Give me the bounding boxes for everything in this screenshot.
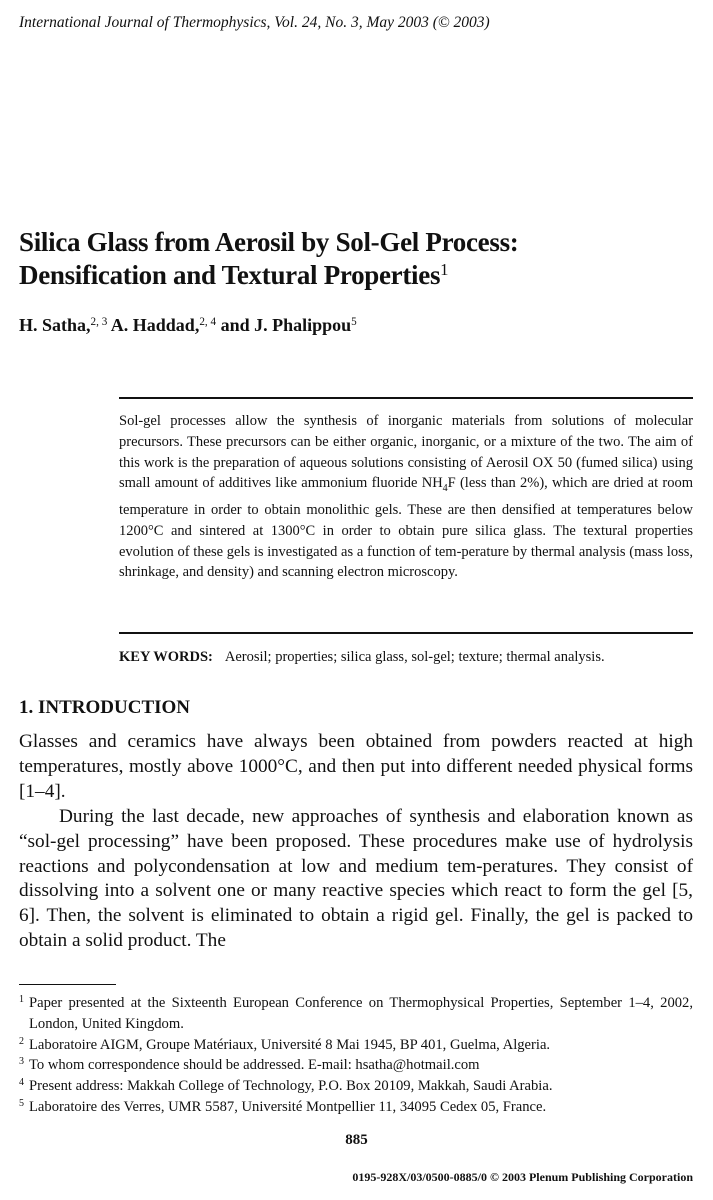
title-footnote-mark: 1 bbox=[440, 259, 449, 279]
footnote-separator bbox=[19, 984, 116, 985]
author-name: and J. Phalippou bbox=[220, 315, 352, 335]
footnote-text: Present address: Makkah College of Technology, P.O. Box 20109, Makkah, Saudi Arabia. bbox=[29, 1078, 553, 1095]
body-text bbox=[19, 730, 693, 954]
abstract-text-part-2: F (less than 2%), which are dried at room temperature in order to obtain monolithic gels. These are then densified at temperatures below 1200°C and sintered at 1300°C in order to obtain pure silica glass. The textural properties evolution of these gels is investigated as a function of tem-perature by thermal analysis (mass loss, shrinkage, and density) and scanning electron microscopy. bbox=[119, 475, 693, 581]
footnote-number: 4 bbox=[19, 1077, 24, 1089]
body-paragraph: Glasses and ceramics have always been obtained from powders reacted at high temperatures, mostly above 1000°C, and then put into different needed physical forms [1–4]. bbox=[19, 731, 693, 802]
footnotes bbox=[19, 993, 693, 1118]
title-line-2: Densification and Textural Properties bbox=[19, 260, 441, 290]
footnote-number: 5 bbox=[19, 1097, 24, 1109]
footnote-text: Laboratoire AIGM, Groupe Matériaux, Université 8 Mai 1945, BP 401, Guelma, Algeria. bbox=[29, 1036, 551, 1053]
footnote-text: Laboratoire des Verres, UMR 5587, Université Montpellier 11, 34095 Cedex 05, France. bbox=[29, 1098, 547, 1115]
keywords-text: Aerosil; properties; silica glass, sol-gel; texture; thermal analysis. bbox=[224, 649, 605, 665]
keywords-label: KEY WORDS: bbox=[119, 649, 213, 665]
page-number: 885 bbox=[345, 1132, 368, 1148]
abstract-bottom-rule bbox=[119, 632, 693, 634]
footnote-number: 3 bbox=[19, 1056, 24, 1068]
paper-title bbox=[19, 226, 699, 292]
abstract-top-rule bbox=[119, 397, 693, 399]
author-affiliation-marks: 2, 4 bbox=[199, 315, 217, 328]
title-line-1: Silica Glass from Aerosil by Sol-Gel Process: bbox=[19, 227, 519, 257]
abstract bbox=[119, 411, 693, 583]
author-list bbox=[19, 315, 357, 336]
footnote bbox=[19, 1055, 693, 1076]
footnote bbox=[19, 1097, 693, 1118]
footnote bbox=[19, 1076, 693, 1097]
abstract-text-part-1: Sol-gel processes allow the synthesis of inorganic materials from solutions of molecular precursors. These precursors can be either organic, inorganic, or a mixture of the two. The aim of this work is the preparation of aqueous solutions consisting of Aerosil OX 50 (fumed silica) using small amount of additives like ammonium fluoride NH bbox=[119, 413, 693, 492]
author-affiliation-marks: 2, 3 bbox=[90, 315, 108, 328]
author-name: A. Haddad, bbox=[110, 315, 200, 335]
body-paragraph: During the last decade, new approaches of synthesis and elaboration known as “sol-gel processing” have been proposed. These procedures make use of hydrolysis reactions and polycondensation at low and medium tem-peratures. They consist of dissolving into a solvent one or many reactive species which react to form the gel [5, 6]. Then, the solvent is eliminated to obtain a rigid gel. Finally, the gel is packed to obtain a solid product. The bbox=[19, 805, 693, 952]
keywords bbox=[119, 649, 699, 666]
footnote-text: To whom correspondence should be addressed. E-mail: hsatha@hotmail.com bbox=[29, 1057, 480, 1074]
footnote-number: 2 bbox=[19, 1035, 24, 1047]
footnote bbox=[19, 993, 693, 1035]
author-affiliation-marks: 5 bbox=[351, 315, 357, 328]
section-heading: 1. INTRODUCTION bbox=[19, 697, 191, 718]
footnote-number: 1 bbox=[19, 994, 24, 1005]
author-name: H. Satha, bbox=[19, 315, 91, 335]
copyright-line: 0195-928X/03/0500-0885/0 © 2003 Plenum Publishing Corporation bbox=[352, 1170, 693, 1184]
journal-citation: International Journal of Thermophysics, Vol. 24, No. 3, May 2003 (© 2003) bbox=[19, 14, 490, 31]
footnote-text: Paper presented at the Sixteenth European Conference on Thermophysical Properties, September 1–4, 2002, London, United Kingdom. bbox=[29, 995, 693, 1032]
abstract-subscript: 4 bbox=[442, 483, 448, 495]
footnote bbox=[19, 1035, 693, 1056]
